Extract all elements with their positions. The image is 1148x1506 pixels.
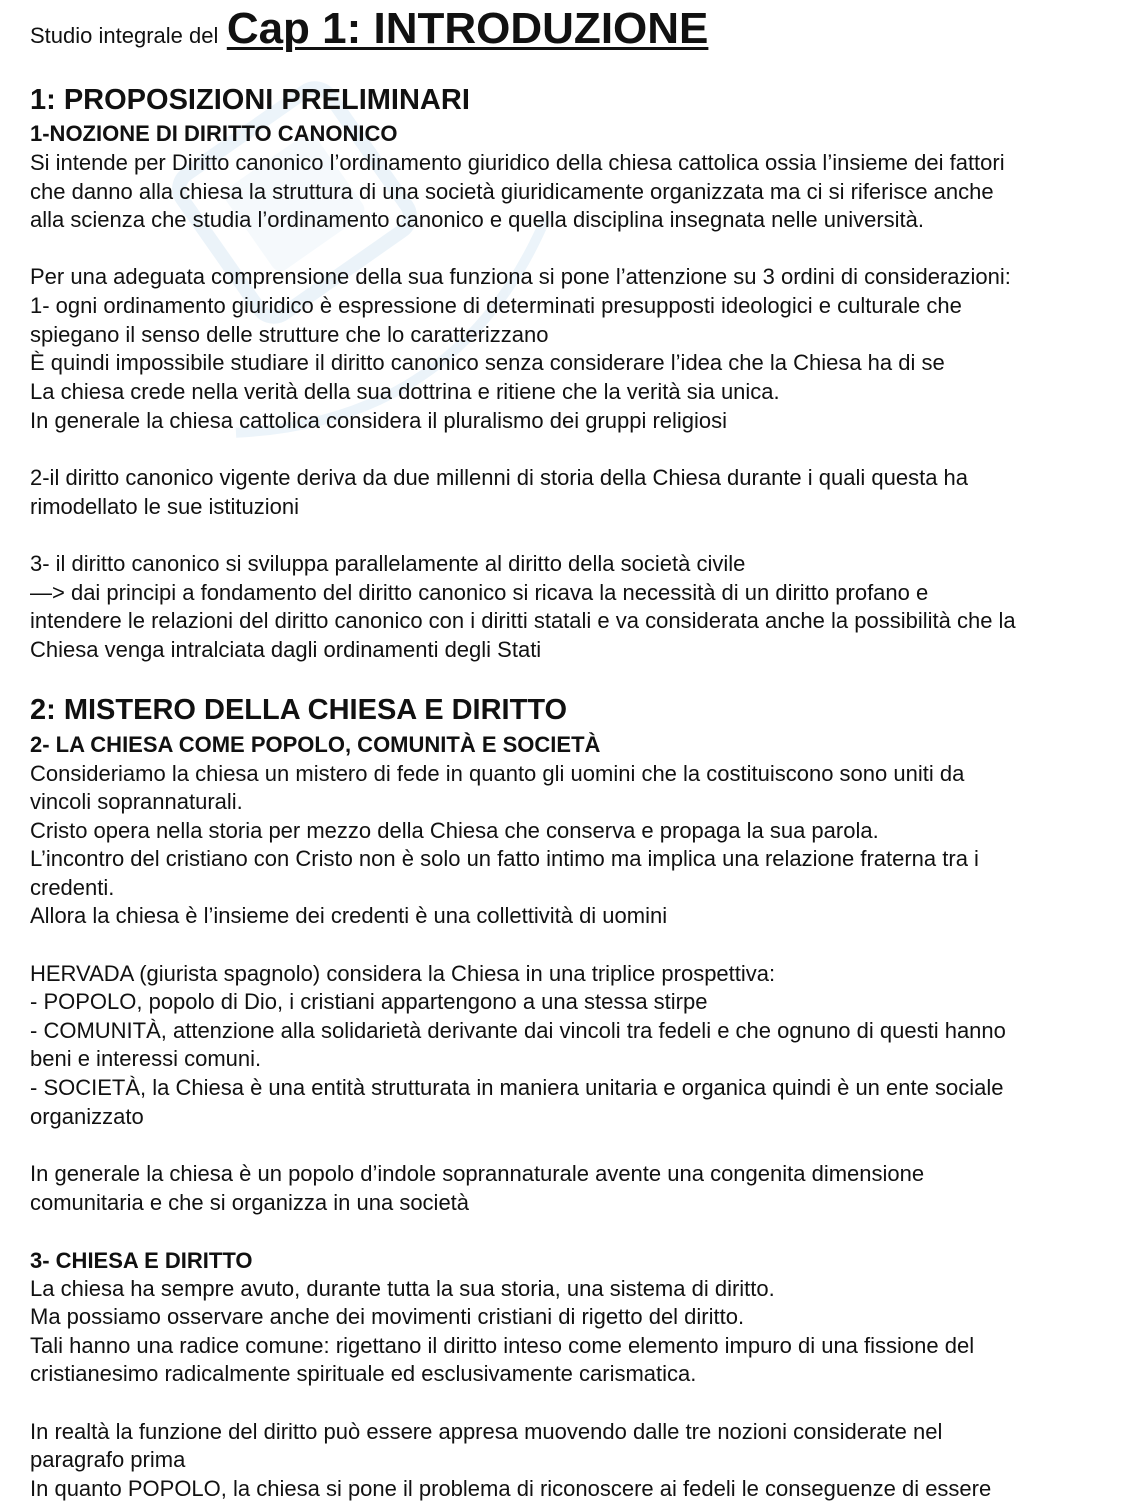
paragraph-line: La chiesa crede nella verità della sua dottrina e ritiene che la verità sia unica. <box>30 379 780 404</box>
paragraph-line: In quanto POPOLO, la chiesa si pone il problema di riconoscere ai fedeli le conseguenze di essere <box>30 1476 992 1501</box>
section-1-subheading: 1-NOZIONE DI DIRITTO CANONICO <box>30 121 398 146</box>
paragraph-line: organizzato <box>30 1104 144 1129</box>
header-prefix: Studio integrale del <box>30 23 219 48</box>
paragraph-line: 2-il diritto canonico vigente deriva da due millenni di storia della Chiesa durante i quali questa ha <box>30 465 969 490</box>
paragraph-line: Chiesa venga intralciata dagli ordinamenti degli Stati <box>30 637 542 662</box>
paragraph-line: - POPOLO, popolo di Dio, i cristiani appartengono a una stessa stirpe <box>30 989 708 1014</box>
paragraph-line: Cristo opera nella storia per mezzo della Chiesa che conserva e propaga la sua parola. <box>30 818 879 843</box>
paragraph-line: Tali hanno una radice comune: rigettano il diritto inteso come elemento impuro di una fissione del <box>30 1333 975 1358</box>
chapter-title: Cap 1: INTRODUZIONE <box>226 4 709 53</box>
paragraph-line: La chiesa ha sempre avuto, durante tutta la sua storia, una sistema di diritto. <box>30 1276 775 1301</box>
paragraph-line: vincoli soprannaturali. <box>30 789 243 814</box>
paragraph-line: Ma possiamo osservare anche dei movimenti cristiani di rigetto del diritto. <box>30 1304 745 1329</box>
paragraph-line: Allora la chiesa è l’insieme dei credenti è una collettività di uomini <box>30 903 668 928</box>
paragraph-line: È quindi impossibile studiare il diritto canonico senza considerare l’idea che la Chiesa ha di se <box>30 350 945 375</box>
paragraph-line: alla scienza che studia l’ordinamento canonico e quella disciplina insegnata nelle università. <box>30 207 924 232</box>
paragraph-line: In realtà la funzione del diritto può essere appresa muovendo dalle tre nozioni considerate nel <box>30 1419 943 1444</box>
section-1-heading: 1: PROPOSIZIONI PRELIMINARI <box>30 84 470 116</box>
paragraph-line: - COMUNITÀ, attenzione alla solidarietà derivante dai vincoli tra fedeli e che ognuno di questi hanno <box>30 1018 1006 1043</box>
paragraph-line: 3- il diritto canonico si sviluppa parallelamente al diritto della società civile <box>30 551 746 576</box>
paragraph-line: Consideriamo la chiesa un mistero di fede in quanto gli uomini che la costituiscono sono uniti da <box>30 761 965 786</box>
paragraph-line: Per una adeguata comprensione della sua funziona si pone l’attenzione su 3 ordini di considerazioni: <box>30 264 1011 289</box>
paragraph-line: In generale la chiesa cattolica considera il pluralismo dei gruppi religiosi <box>30 408 728 433</box>
paragraph-line: cristianesimo radicalmente spirituale ed esclusivamente carismatica. <box>30 1361 697 1386</box>
paragraph-line: —> dai principi a fondamento del diritto canonico si ricava la necessità di un diritto profano e <box>30 580 929 605</box>
paragraph-line: paragrafo prima <box>30 1447 186 1472</box>
page-header <box>30 4 708 54</box>
paragraph-line: HERVADA (giurista spagnolo) considera la Chiesa in una triplice prospettiva: <box>30 961 776 986</box>
paragraph-line: beni e interessi comuni. <box>30 1046 262 1071</box>
paragraph-line: spiegano il senso delle strutture che lo caratterizzano <box>30 322 549 347</box>
paragraph-line: - SOCIETÀ, la Chiesa è una entità strutturata in maniera unitaria e organica quindi è un ente sociale <box>30 1075 1004 1100</box>
paragraph-line: L’incontro del cristiano con Cristo non è solo un fatto intimo ma implica una relazione fraterna tra i <box>30 846 979 871</box>
paragraph-line: In generale la chiesa è un popolo d’indole soprannaturale avente una congenita dimensione <box>30 1161 925 1186</box>
paragraph-line: rimodellato le sue istituzioni <box>30 494 300 519</box>
paragraph-line: comunitaria e che si organizza in una società <box>30 1190 470 1215</box>
paragraph-line: intendere le relazioni del diritto canonico con i diritti statali e va considerata anche la possibilità che la <box>30 608 1016 633</box>
section-2-heading: 2: MISTERO DELLA CHIESA E DIRITTO <box>30 694 568 726</box>
paragraph-line: 1- ogni ordinamento giuridico è espressione di determinati presupposti ideologici e culturale che <box>30 293 962 318</box>
paragraph-line: credenti. <box>30 875 115 900</box>
paragraph-line: che danno alla chiesa la struttura di una società giuridicamente organizzata ma ci si riferisce anche <box>30 179 994 204</box>
paragraph-line: Si intende per Diritto canonico l’ordinamento giuridico della chiesa cattolica ossia l’insieme dei fattori <box>30 150 1005 175</box>
section-2-subheading: 2- LA CHIESA COME POPOLO, COMUNITÀ E SOCIETÀ <box>30 732 601 757</box>
section-3-subheading: 3- CHIESA E DIRITTO <box>30 1248 253 1273</box>
